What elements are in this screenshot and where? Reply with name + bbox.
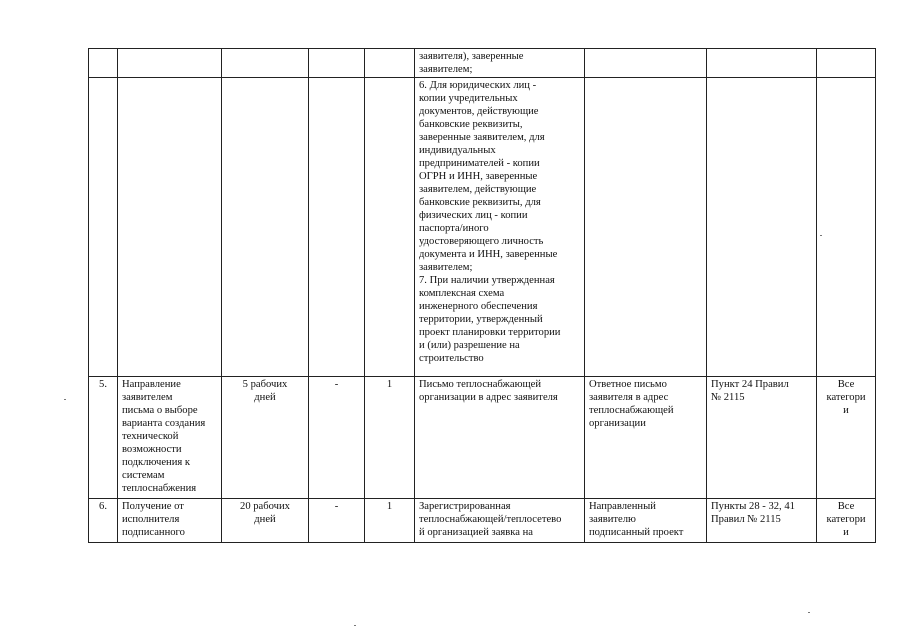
cell-basis: [707, 49, 817, 78]
cell-dash: [309, 78, 365, 377]
cell-procedure: [118, 49, 222, 78]
cell-result: [585, 78, 707, 377]
cell-basis: Пункты 28 - 32, 41 Правил № 2115: [707, 499, 817, 543]
cell-dash: -: [309, 377, 365, 499]
cell-documents: заявителя), заверенные заявителем;: [415, 49, 585, 78]
cell-number: 5.: [89, 377, 118, 499]
cell-category: Все категори и: [817, 377, 876, 499]
cell-category: [817, 49, 876, 78]
cell-count: 1: [365, 499, 415, 543]
cell-number: [89, 78, 118, 377]
cell-term: 20 рабочих дней: [222, 499, 309, 543]
scan-speck: [64, 399, 66, 400]
cell-dash: -: [309, 499, 365, 543]
cell-result: Направленный заявителю подписанный проект: [585, 499, 707, 543]
cell-category: Все категори и: [817, 499, 876, 543]
cell-procedure: Получение от исполнителя подписанного: [118, 499, 222, 543]
cell-count: [365, 49, 415, 78]
cell-result: [585, 49, 707, 78]
cell-count: 1: [365, 377, 415, 499]
table-row: [89, 499, 876, 543]
scan-speck: [354, 625, 356, 626]
cell-count: [365, 78, 415, 377]
cell-basis: Пункт 24 Правил № 2115: [707, 377, 817, 499]
cell-documents: Зарегистрированная теплоснабжающей/теплосетево й организацией заявка на: [415, 499, 585, 543]
cell-category: [817, 78, 876, 377]
cell-documents: 6. Для юридических лиц - копии учредительных документов, действующие банковские реквизиты, заверенные заявителем, для индивидуальных предпринимателей - копии ОГРН и ИНН, заверенные заявителем, действующие банковские реквизиты, для физических лиц - копии паспорта/иного удостоверяющего личность документа и ИНН, заверенные заявителем; 7. При наличии утвержденная комплексная схема инженерного обеспечения территории, утвержденный проект планировки территории и (или) разрешение на строительство: [415, 78, 585, 377]
cell-basis: [707, 78, 817, 377]
cell-procedure: Направление заявителем письма о выборе варианта создания технической возможности подключения к системам теплоснабжения: [118, 377, 222, 499]
cell-procedure: [118, 78, 222, 377]
cell-term: [222, 49, 309, 78]
cell-term: [222, 78, 309, 377]
cell-number: 6.: [89, 499, 118, 543]
cell-dash: [309, 49, 365, 78]
cell-term: 5 рабочих дней: [222, 377, 309, 499]
cell-number: [89, 49, 118, 78]
table-row: [89, 49, 876, 78]
table-row: [89, 78, 876, 377]
scan-speck: [808, 612, 810, 613]
cell-result: Ответное письмо заявителя в адрес теплоснабжающей организации: [585, 377, 707, 499]
procedure-table: [88, 48, 876, 543]
scan-speck: [820, 235, 822, 236]
table-row: [89, 377, 876, 499]
cell-documents: Письмо теплоснабжающей организации в адрес заявителя: [415, 377, 585, 499]
